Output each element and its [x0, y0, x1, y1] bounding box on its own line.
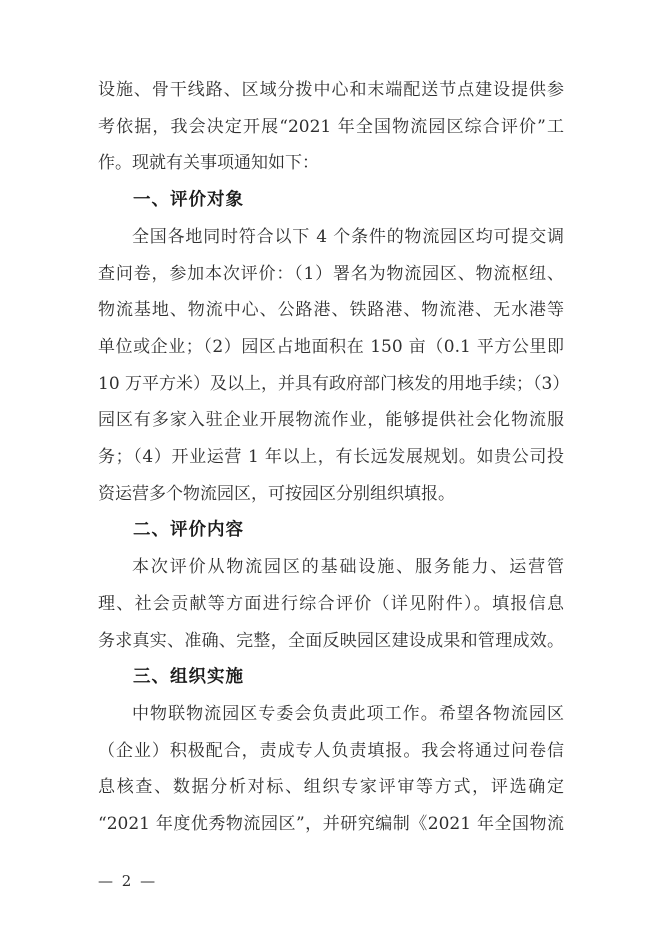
body-line: “2021 年度优秀物流园区”，并研究编制《2021 年全国物流 [98, 814, 564, 835]
body-line: 10 万平方米）及以上，并具有政府部门核发的用地手续；（3） [98, 373, 570, 394]
body-line: 息核查、数据分析对标、组织专家评审等方式，评选确定 [98, 777, 564, 798]
body-line: 设施、骨干线路、区域分拨中心和末端配送节点建设提供参 [98, 80, 564, 100]
body-line: 单位或企业；（2）园区占地面积在 150 亩（0.1 平方公里即 [98, 336, 564, 357]
section-heading-1: 一、评价对象 [133, 190, 244, 211]
section-heading-3: 三、组织实施 [133, 667, 244, 688]
body-line: 本次评价从物流园区的基础设施、服务能力、运营管 [132, 557, 564, 578]
body-line: 理、社会贡献等方面进行综合评价（详见附件）。填报信息 [98, 593, 564, 614]
body-line: 园区有多家入驻企业开展物流作业，能够提供社会化物流服 [98, 410, 564, 431]
body-line: 务求真实、准确、完整，全面反映园区建设成果和管理成效。 [98, 630, 564, 651]
body-line: 务；（4）开业运营 1 年以上，有长远发展规划。如贵公司投 [98, 447, 564, 468]
page-number: — 2 — [98, 872, 158, 890]
body-line: 中物联物流园区专委会负责此项工作。希望各物流园区 [132, 703, 564, 724]
document-body [98, 72, 570, 843]
body-line: 资运营多个物流园区，可按园区分别组织填报。 [98, 483, 455, 504]
body-line: 物流基地、物流中心、公路港、铁路港、物流港、无水港等 [98, 300, 564, 321]
section-heading-2: 二、评价内容 [133, 520, 244, 541]
body-line: 全国各地同时符合以下 4 个条件的物流园区均可提交调 [132, 226, 564, 247]
body-line: 作。现就有关事项通知如下： [98, 153, 319, 174]
body-line: 查问卷，参加本次评价：（1）署名为物流园区、物流枢纽、 [98, 263, 564, 284]
body-line: 考依据，我会决定开展“2021 年全国物流园区综合评价”工 [98, 116, 564, 137]
body-line: （企业）积极配合，责成专人负责填报。我会将通过问卷信 [98, 740, 564, 761]
